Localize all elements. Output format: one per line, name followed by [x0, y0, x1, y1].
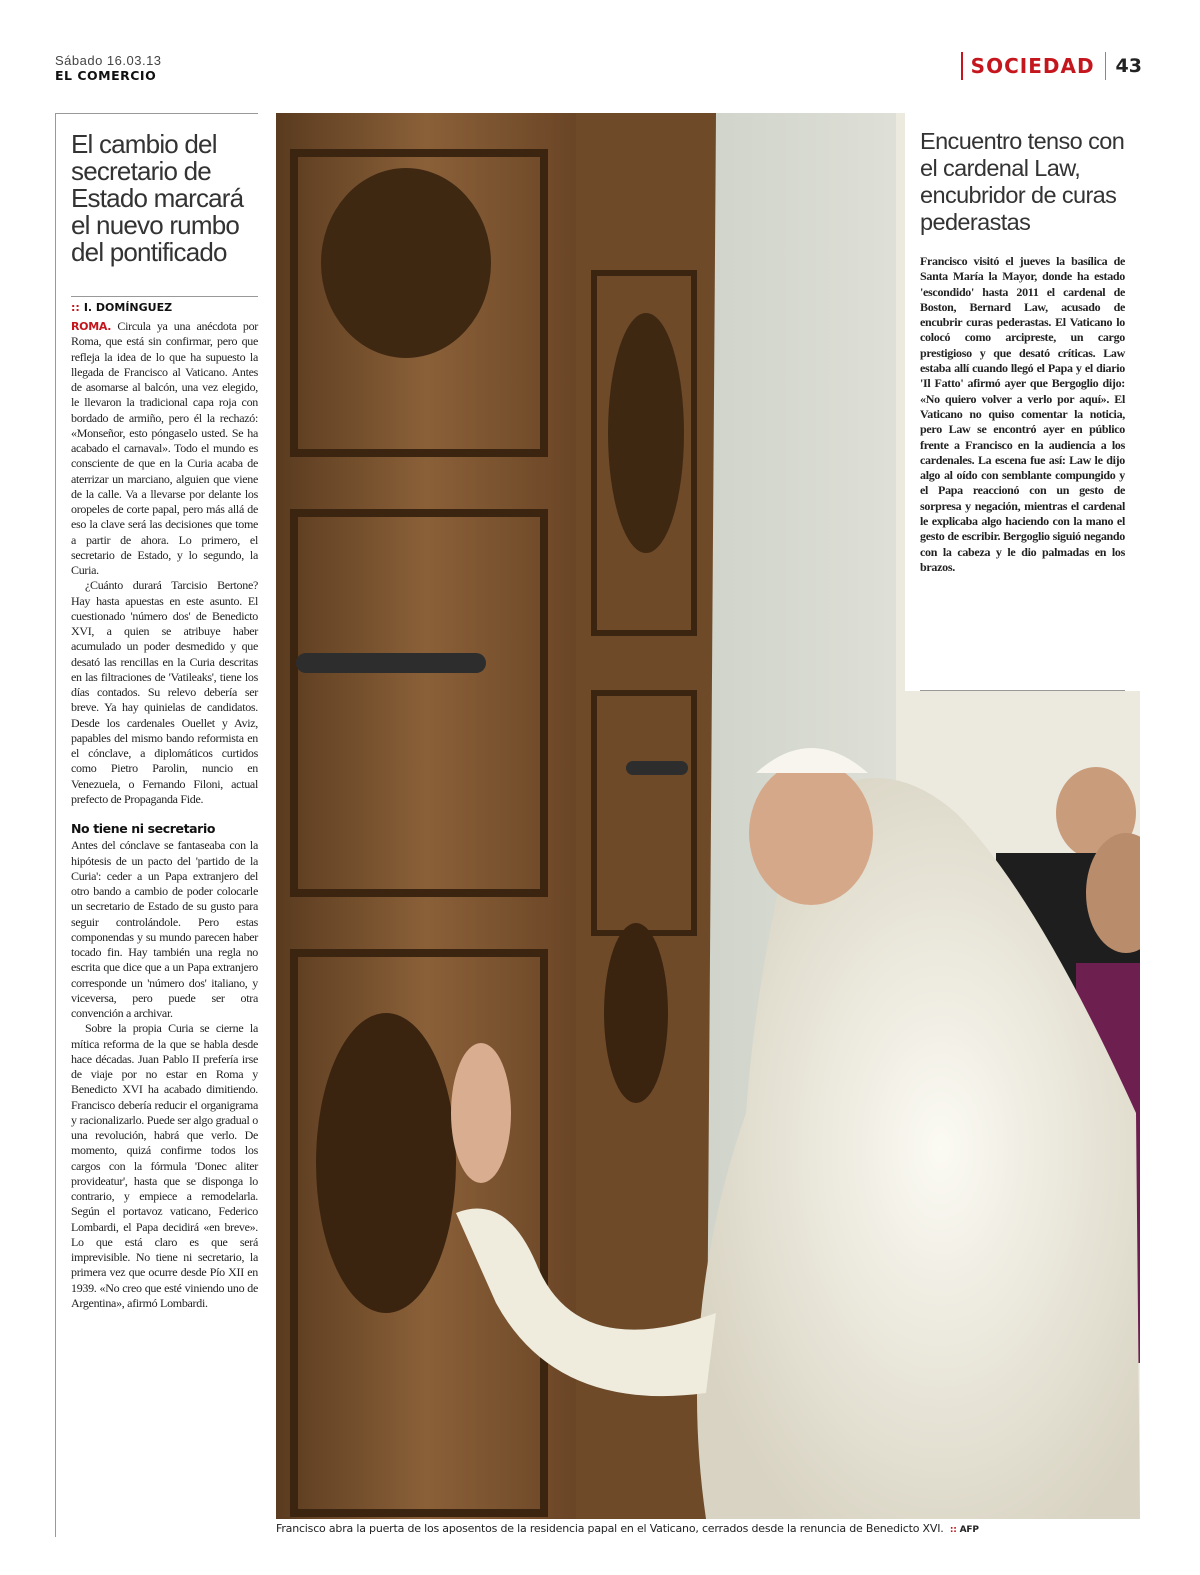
- article-body: [71, 319, 258, 1311]
- byline-divider: [71, 296, 258, 297]
- article-paragraph: ¿Cuánto durará Tarcisio Bertone? Hay hasta apuestas en este asunto. El cuestionado 'número dos' de Benedicto XVI, a quien se atribuye haber acumulado un poder desmedido y que desató las rencillas en la Curia descritas en las filtraciones de 'Vatileaks', tiene los días contados. Su relevo debería ser breve. Ya hay quinielas de candidatos. Desde los cardenales Ouellet y Aviz, papables del mismo bando reformista en el cónclave, a diplomáticos curtidos como Pietro Parolin, nuncio en Venezuela, o Fernando Filoni, actual prefecto de Propaganda Fide.: [71, 578, 258, 806]
- main-article: [55, 113, 258, 1537]
- sidebar-body: Francisco visitó el jueves la basílica de Santa María la Mayor, donde ha estado 'escondido' hasta 2011 el cardenal de Boston, Bernard Law, acusado de encubrir curas pederastas. El Vaticano lo colocó como arcipreste, un cargo prestigioso y que desató críticas. Law estaba allí cuando llegó el Papa y el diario 'Il Fatto' afirmó ayer que Bergoglio dijo: «No quiero volver a verlo por aquí». El Vaticano no quiso comentar la noticia, pero Law se encontró ayer en público frente a Francisco en la audiencia a los cardenales. La escena fue así: Law le dijo algo al oído con semblante compungido y el Papa reaccionó con un gesto de sorpresa y negación, mientras el cardenal le explicaba algo haciendo con la mano el gesto de escribir. Bergoglio siguió negando con la cabeza y le dio palmadas en los brazos.: [920, 254, 1125, 574]
- issue-date: Sábado 16.03.13: [55, 53, 162, 68]
- photo-caption: [276, 1522, 1140, 1535]
- caption-text: Francisco abra la puerta de los aposentos de la residencia papal en el Vaticano, cerrados desde la renuncia de Benedicto XVI.: [276, 1522, 944, 1535]
- author-name: I. DOMÍNGUEZ: [83, 301, 173, 314]
- byline-marker-icon: ::: [71, 301, 80, 314]
- page-number: 43: [1115, 55, 1142, 77]
- article-paragraph: Sobre la propia Curia se cierne la mítica reforma de la que se habla desde hace décadas. Juan Pablo II prefería irse de viaje por no estar en Roma y Benedicto XVI ha acabado dimitiendo. Francisco debería reducir el organigrama y racionalizarlo. Puede ser algo gradual o una revolución, habrá que verlo. De momento, quizá confirme todos los cargos con la fórmula 'Donec aliter provideatur', hasta que se disponga lo contrario, y empiece a remodelarla. Según el portavoz vaticano, Federico Lombardi, el Papa decidirá «en breve». Lo que está claro es que será imprevisible. No tiene ni secretario, la primera vez que ocurre desde Pío XII en 1939. «No creo que esté viniendo uno de Argentina», afirmó Lombardi.: [71, 1021, 258, 1310]
- dateline: ROMA.: [71, 320, 112, 333]
- byline: [71, 301, 258, 314]
- article-headline: El cambio del secretario de Estado marcará el nuevo rumbo del pontificado: [71, 129, 244, 267]
- page-header-right: [961, 52, 1142, 80]
- sidebar-article: [905, 113, 1140, 691]
- sidebar-headline: Encuentro tenso con el cardenal Law, encubridor de curas pederastas: [920, 128, 1125, 235]
- section-accent-bar: [961, 52, 963, 80]
- article-subhead: No tiene ni secretario: [71, 821, 216, 836]
- article-paragraph: [71, 319, 258, 578]
- sidebar-bottom-rule: [920, 690, 1125, 691]
- page-header-left: [55, 54, 162, 83]
- header-divider: [1105, 52, 1106, 80]
- article-paragraph: Antes del cónclave se fantaseaba con la hipótesis de un pacto del 'partido de la Curia': ceder a un Papa extranjero del otro bando a cambio de poder colocarle un secretario de Estado de su gusto para seguir controlándole. Pero estas componendas y su mundo parecen haber tocado fin. Hay también una regla no escrita que dice que a un Papa extranjero corresponde un 'número dos' italiano, y viceversa, pero puede ser otra convención a archivar.: [71, 838, 258, 1020]
- photo-credit: [950, 1525, 979, 1535]
- section-name: SOCIEDAD: [970, 54, 1095, 78]
- credit-agency: AFP: [959, 1525, 979, 1535]
- newspaper-name: EL COMERCIO: [55, 68, 157, 83]
- credit-marker-icon: ::: [949, 1525, 957, 1535]
- paragraph-text: Circula ya una anécdota por Roma, que está sin confirmar, pero que refleja la idea de lo que ha supuesto la llegada de Francisco al Vaticano. Antes de asomarse al balcón, una vez elegido, le llevaron la tradicional capa roja con bordado de armiño, pero él la rechazó: «Monseñor, esto póngaselo usted. Se ha acabado el carnaval». Todo el mundo es consciente de que en la Curia acaba de aterrizar un marciano, alguien que viene de la calle. Va a llevarse por delante los oropeles de corte papal, pero más allá de eso la clave será las decisiones que tome a partir de ahora. Lo primero, el secretario de Estado, y lo segundo, la Curia.: [71, 319, 259, 577]
